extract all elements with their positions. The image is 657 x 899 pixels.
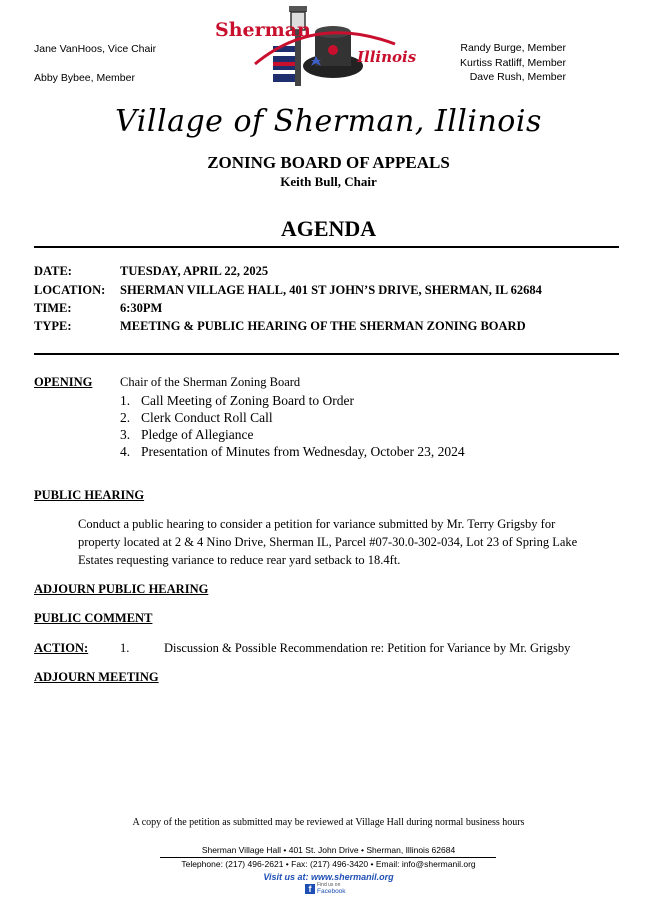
- adjourn-hearing-label: ADJOURN PUBLIC HEARING: [34, 582, 209, 596]
- list-number: 3.: [120, 427, 131, 442]
- paragraph-line: Conduct a public hearing to consider a petition for variance submitted by Mr. Terry Grigsby for: [78, 517, 556, 531]
- public-comment-label: PUBLIC COMMENT: [34, 611, 153, 625]
- facebook-small-label: Find us on: [317, 882, 341, 888]
- list-number: 1.: [120, 393, 131, 408]
- village-title: Village of Sherman, Illinois: [115, 104, 542, 139]
- public-hearing-label: PUBLIC HEARING: [34, 488, 145, 502]
- footer-website-link[interactable]: Visit us at: www.shermanil.org: [263, 872, 394, 882]
- meta-label: TYPE:: [34, 319, 72, 333]
- meta-value: MEETING & PUBLIC HEARING OF THE SHERMAN ZONING BOARD: [120, 319, 526, 333]
- board-title: ZONING BOARD OF APPEALS: [207, 153, 450, 172]
- action-number: 1.: [120, 641, 130, 655]
- meta-label: TIME:: [34, 301, 72, 315]
- list-item: [120, 392, 465, 409]
- meta-label: LOCATION:: [34, 283, 106, 297]
- footer-contact: Telephone: (217) 496-2621 • Fax: (217) 496-3420 • Email: info@shermanil.org: [181, 859, 476, 869]
- action-text: Discussion & Possible Recommendation re: Petition for Variance by Mr. Grigsby: [164, 641, 571, 655]
- list-text: Call Meeting of Zoning Board to Order: [141, 393, 354, 408]
- logo-illinois-text: Illinois: [357, 48, 417, 66]
- opening-subtitle: Chair of the Sherman Zoning Board: [120, 375, 301, 389]
- meta-location: [34, 283, 542, 298]
- meta-value: SHERMAN VILLAGE HALL, 401 ST JOHN’S DRIVE, SHERMAN, IL 62684: [120, 283, 542, 297]
- member-name-right-2: Kurtiss Ratliff, Member: [460, 57, 566, 69]
- logo-sherman-text: Sherman: [215, 19, 311, 41]
- divider-bottom: [34, 353, 619, 355]
- member-name-left: Abby Bybee, Member: [34, 72, 135, 84]
- footer-rule: [160, 857, 496, 858]
- list-text: Clerk Conduct Roll Call: [141, 410, 273, 425]
- list-text: Pledge of Allegiance: [141, 427, 254, 442]
- list-item: [120, 443, 465, 460]
- action-label: ACTION:: [34, 641, 89, 655]
- vice-chair-name: Jane VanHoos, Vice Chair: [34, 43, 157, 55]
- adjourn-meeting-label: ADJOURN MEETING: [34, 670, 159, 684]
- facebook-icon: f: [305, 884, 315, 894]
- facebook-label: Facebook: [317, 888, 346, 895]
- facebook-link[interactable]: [305, 883, 355, 895]
- meta-date: [34, 264, 268, 279]
- footer-note: A copy of the petition as submitted may be reviewed at Village Hall during normal business hours: [132, 817, 525, 828]
- agenda-heading: AGENDA: [280, 216, 377, 241]
- member-name-right-3: Dave Rush, Member: [469, 71, 566, 83]
- paragraph-line: Estates requesting variance to reduce rear yard setback to 18.4ft.: [78, 553, 401, 567]
- meta-type: [34, 319, 526, 334]
- opening-list: [120, 392, 465, 460]
- meta-label: DATE:: [34, 264, 72, 278]
- list-item: [120, 409, 465, 426]
- member-name-right-1: Randy Burge, Member: [460, 42, 566, 54]
- opening-label: OPENING: [34, 375, 93, 389]
- meta-value: TUESDAY, APRIL 22, 2025: [120, 264, 269, 278]
- public-hearing-text: [78, 515, 618, 569]
- list-number: 2.: [120, 410, 131, 425]
- paragraph-line: property located at 2 & 4 Nino Drive, Sherman IL, Parcel #07-30.0-302-034, Lot 23 of Spring Lake: [78, 535, 578, 549]
- list-text: Presentation of Minutes from Wednesday, October 23, 2024: [141, 444, 465, 459]
- list-item: [120, 426, 465, 443]
- footer-address: Sherman Village Hall • 401 St. John Drive • Sherman, Illinois 62684: [201, 845, 456, 855]
- chair-name: Keith Bull, Chair: [280, 174, 377, 189]
- sherman-illinois-logo: [215, 4, 423, 90]
- meta-value: 6:30PM: [120, 301, 163, 315]
- meta-time: [34, 301, 162, 316]
- divider-top: [34, 246, 619, 248]
- list-number: 4.: [120, 444, 131, 459]
